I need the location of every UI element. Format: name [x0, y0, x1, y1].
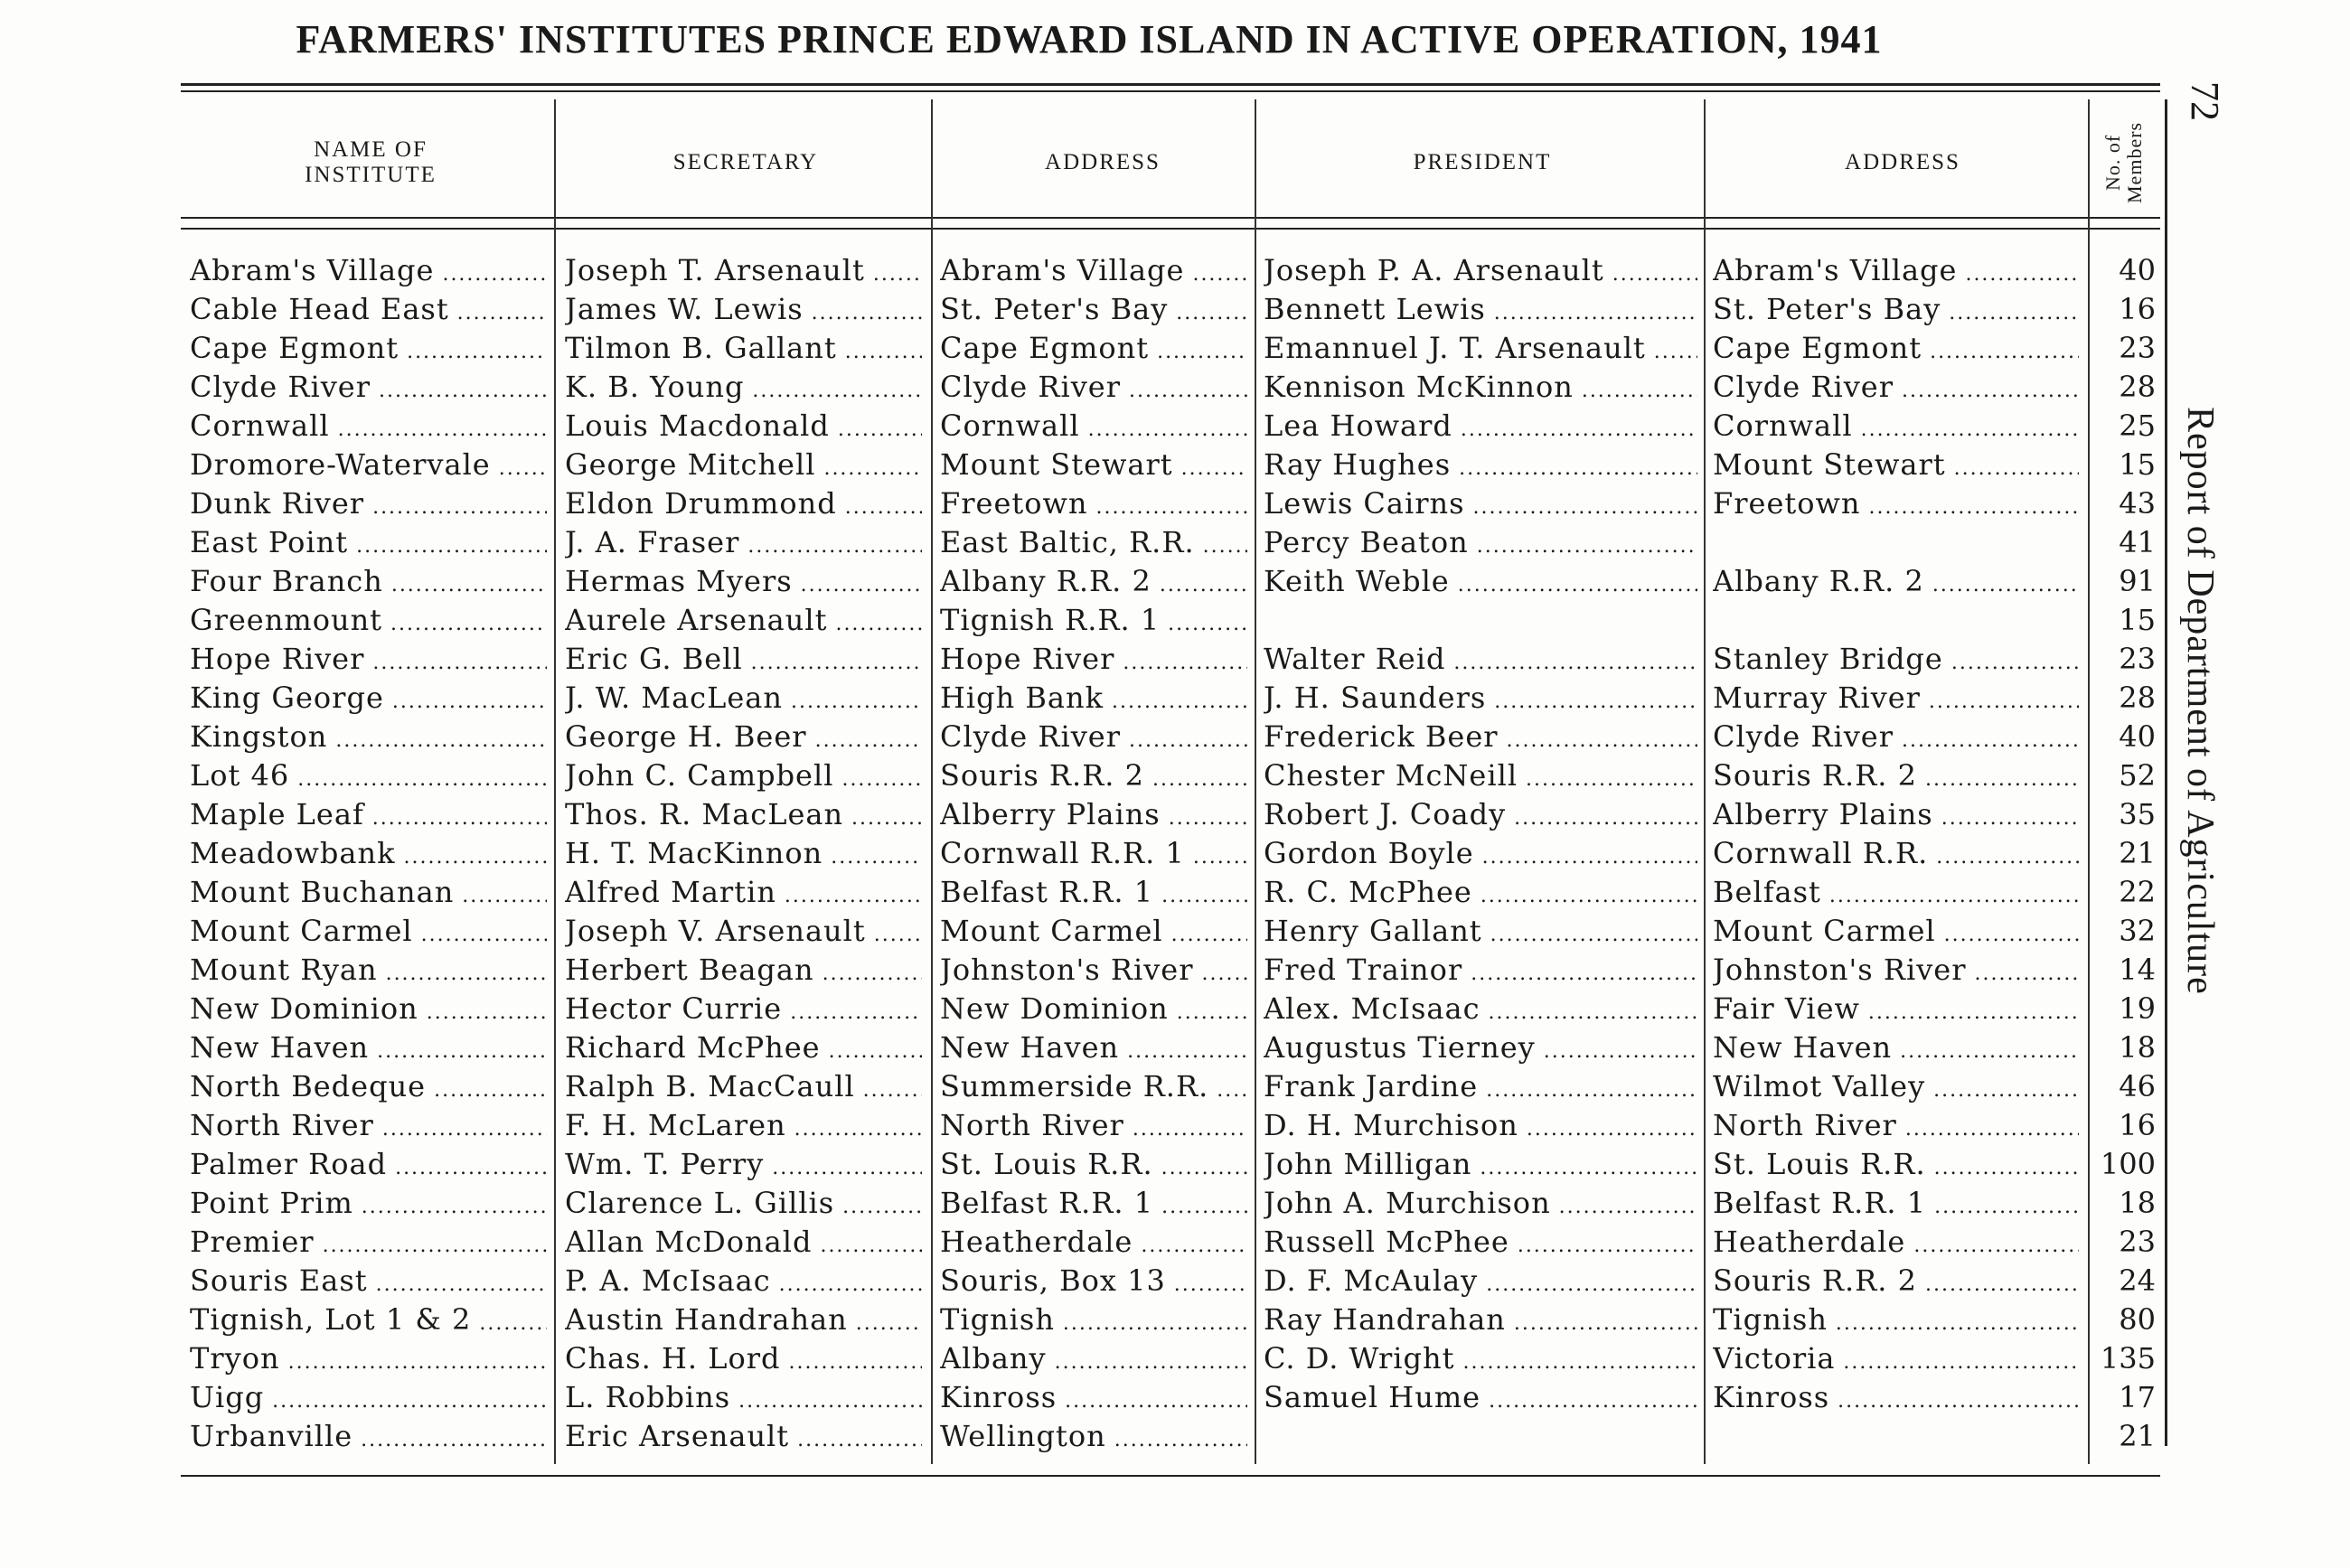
- members-cell: 25: [2119, 408, 2156, 443]
- institute-cell: Point Prim .....: [190, 1184, 547, 1223]
- table-row: [0, 446, 2169, 484]
- president-cell: Gordon Boyle .....: [1264, 834, 1697, 873]
- members-cell: 91: [2119, 564, 2156, 598]
- institute-cell: Four Branch .....: [190, 562, 547, 601]
- secretary-address-cell: Souris R.R. 2 .....: [940, 756, 1247, 795]
- table-row: [0, 1300, 2169, 1339]
- president-cell: Chester McNeill .....: [1264, 756, 1697, 795]
- president-cell: Kennison McKinnon .....: [1264, 368, 1697, 407]
- table-row: [0, 1145, 2169, 1184]
- members-cell: 135: [2100, 1341, 2156, 1376]
- secretary-address-cell: Alberry Plains .....: [940, 795, 1247, 834]
- secretary-address-cell: East Baltic, R.R. .....: [940, 523, 1247, 562]
- secretary-address-cell: Clyde River .....: [940, 368, 1247, 407]
- members-cell: 35: [2119, 797, 2156, 831]
- institute-cell: North Bedeque .....: [190, 1067, 547, 1106]
- president-address-cell: North River .....: [1713, 1106, 2079, 1145]
- table-row: [0, 1378, 2169, 1417]
- institute-cell: Hope River .....: [190, 640, 547, 679]
- header-pres-address: ADDRESS: [1845, 150, 1960, 174]
- president-address-cell: Victoria .....: [1713, 1339, 2079, 1378]
- president-address-cell: [1713, 1417, 2079, 1456]
- secretary-address-cell: New Haven .....: [940, 1028, 1247, 1067]
- president-cell: Robert J. Coady .....: [1264, 795, 1697, 834]
- members-cell: 18: [2119, 1186, 2156, 1220]
- institute-cell: Meadowbank .....: [190, 834, 547, 873]
- members-cell: 15: [2119, 447, 2156, 482]
- secretary-cell: Chas. H. Lord .....: [565, 1339, 922, 1378]
- members-cell: 32: [2119, 914, 2156, 948]
- table-row: [0, 251, 2169, 290]
- header-rule: [181, 217, 2160, 219]
- secretary-address-cell: St. Peter's Bay .....: [940, 290, 1247, 329]
- secretary-address-cell: Wellington .....: [940, 1417, 1247, 1456]
- president-cell: [1264, 601, 1697, 640]
- members-cell: 22: [2119, 875, 2156, 909]
- president-address-cell: Johnston's River .....: [1713, 951, 2079, 990]
- secretary-address-cell: Kinross .....: [940, 1378, 1247, 1417]
- secretary-address-cell: Abram's Village .....: [940, 251, 1247, 290]
- institute-cell: Clyde River .....: [190, 368, 547, 407]
- members-cell: 100: [2100, 1147, 2156, 1181]
- president-cell: Percy Beaton .....: [1264, 523, 1697, 562]
- president-address-cell: Tignish .....: [1713, 1300, 2079, 1339]
- top-rule: [181, 83, 2160, 86]
- president-cell: Joseph P. A. Arsenault .....: [1264, 251, 1697, 290]
- president-cell: D. F. McAulay .....: [1264, 1262, 1697, 1300]
- secretary-cell: James W. Lewis .....: [565, 290, 922, 329]
- secretary-cell: J. W. MacLean .....: [565, 679, 922, 718]
- institute-cell: Abram's Village .....: [190, 251, 547, 290]
- members-cell: 21: [2119, 836, 2156, 870]
- page-title: FARMERS' INSTITUTES PRINCE EDWARD ISLAND IN ACTIVE OPERATION, 1941: [296, 17, 1883, 61]
- secretary-address-cell: Mount Carmel .....: [940, 912, 1247, 951]
- president-address-cell: St. Peter's Bay .....: [1713, 290, 2079, 329]
- president-address-cell: Souris R.R. 2 .....: [1713, 756, 2079, 795]
- header-president: PRESIDENT: [1413, 150, 1552, 174]
- institute-cell: New Dominion .....: [190, 990, 547, 1028]
- secretary-address-cell: Heatherdale .....: [940, 1223, 1247, 1262]
- members-cell: 52: [2119, 758, 2156, 793]
- table-row: [0, 601, 2169, 640]
- table-row: [0, 679, 2169, 718]
- secretary-cell: Joseph V. Arsenault .....: [565, 912, 922, 951]
- table-row: [0, 1262, 2169, 1300]
- secretary-cell: George Mitchell .....: [565, 446, 922, 484]
- president-address-cell: Belfast R.R. 1 .....: [1713, 1184, 2079, 1223]
- president-address-cell: Cornwall R.R. .....: [1713, 834, 2079, 873]
- members-cell: 80: [2119, 1302, 2156, 1337]
- president-cell: John A. Murchison .....: [1264, 1184, 1697, 1223]
- president-cell: Frederick Beer .....: [1264, 718, 1697, 756]
- secretary-cell: Aurele Arsenault .....: [565, 601, 922, 640]
- institute-cell: Souris East .....: [190, 1262, 547, 1300]
- president-address-cell: Clyde River .....: [1713, 368, 2079, 407]
- header-secretary: SECRETARY: [672, 150, 819, 174]
- secretary-address-cell: Souris, Box 13 .....: [940, 1262, 1247, 1300]
- institute-cell: Mount Buchanan .....: [190, 873, 547, 912]
- institute-cell: Uigg .....: [190, 1378, 547, 1417]
- president-cell: Augustus Tierney .....: [1264, 1028, 1697, 1067]
- president-address-cell: Heatherdale .....: [1713, 1223, 2079, 1262]
- secretary-address-cell: Tignish .....: [940, 1300, 1247, 1339]
- president-cell: Ray Handrahan .....: [1264, 1300, 1697, 1339]
- secretary-cell: H. T. MacKinnon .....: [565, 834, 922, 873]
- header-rule-2: [181, 228, 2160, 230]
- president-cell: R. C. McPhee .....: [1264, 873, 1697, 912]
- president-address-cell: Kinross .....: [1713, 1378, 2079, 1417]
- table-row: [0, 562, 2169, 601]
- institute-cell: King George .....: [190, 679, 547, 718]
- secretary-cell: K. B. Young .....: [565, 368, 922, 407]
- secretary-cell: P. A. McIsaac .....: [565, 1262, 922, 1300]
- table-row: [0, 873, 2169, 912]
- secretary-cell: Hector Currie .....: [565, 990, 922, 1028]
- table-row: [0, 1184, 2169, 1223]
- secretary-address-cell: Albany .....: [940, 1339, 1247, 1378]
- secretary-cell: Wm. T. Perry .....: [565, 1145, 922, 1184]
- table-row: [0, 1067, 2169, 1106]
- secretary-cell: Ralph B. MacCaull .....: [565, 1067, 922, 1106]
- members-cell: 23: [2119, 1225, 2156, 1259]
- president-address-cell: New Haven .....: [1713, 1028, 2079, 1067]
- table-row: [0, 951, 2169, 990]
- president-cell: John Milligan .....: [1264, 1145, 1697, 1184]
- president-address-cell: Cape Egmont .....: [1713, 329, 2079, 368]
- members-cell: 28: [2119, 370, 2156, 404]
- secretary-address-cell: Summerside R.R. .....: [940, 1067, 1247, 1106]
- secretary-cell: John C. Campbell .....: [565, 756, 922, 795]
- secretary-cell: Clarence L. Gillis .....: [565, 1184, 922, 1223]
- secretary-cell: Louis Macdonald .....: [565, 407, 922, 446]
- secretary-address-cell: New Dominion .....: [940, 990, 1247, 1028]
- president-cell: D. H. Murchison .....: [1264, 1106, 1697, 1145]
- president-cell: Ray Hughes .....: [1264, 446, 1697, 484]
- institute-cell: Maple Leaf .....: [190, 795, 547, 834]
- institute-cell: Palmer Road .....: [190, 1145, 547, 1184]
- header-members: No. of Members: [2101, 121, 2146, 204]
- institute-cell: Tryon .....: [190, 1339, 547, 1378]
- table-row: [0, 990, 2169, 1028]
- members-cell: 17: [2119, 1380, 2156, 1414]
- president-address-cell: Cornwall .....: [1713, 407, 2079, 446]
- secretary-cell: F. H. McLaren .....: [565, 1106, 922, 1145]
- members-cell: 23: [2119, 331, 2156, 365]
- members-cell: 14: [2119, 953, 2156, 987]
- institute-cell: New Haven .....: [190, 1028, 547, 1067]
- members-cell: 40: [2119, 719, 2156, 754]
- president-address-cell: Clyde River .....: [1713, 718, 2079, 756]
- president-cell: Russell McPhee .....: [1264, 1223, 1697, 1262]
- secretary-address-cell: Belfast R.R. 1 .....: [940, 873, 1247, 912]
- secretary-address-cell: Belfast R.R. 1 .....: [940, 1184, 1247, 1223]
- president-cell: Lewis Cairns .....: [1264, 484, 1697, 523]
- secretary-cell: Allan McDonald .....: [565, 1223, 922, 1262]
- institute-cell: North River .....: [190, 1106, 547, 1145]
- running-head: Report of Department of Agriculture: [2179, 407, 2221, 995]
- president-cell: Henry Gallant .....: [1264, 912, 1697, 951]
- institute-cell: Dromore-Watervale .....: [190, 446, 547, 484]
- table-row: [0, 1417, 2169, 1456]
- members-cell: 16: [2119, 1108, 2156, 1142]
- secretary-cell: Eldon Drummond .....: [565, 484, 922, 523]
- institute-cell: Cable Head East .....: [190, 290, 547, 329]
- table-row: [0, 1106, 2169, 1145]
- secretary-cell: L. Robbins .....: [565, 1378, 922, 1417]
- president-address-cell: Stanley Bridge .....: [1713, 640, 2079, 679]
- table-row: [0, 912, 2169, 951]
- secretary-cell: Thos. R. MacLean .....: [565, 795, 922, 834]
- president-cell: Lea Howard .....: [1264, 407, 1697, 446]
- members-cell: 43: [2119, 486, 2156, 521]
- institute-cell: Mount Ryan .....: [190, 951, 547, 990]
- president-cell: J. H. Saunders .....: [1264, 679, 1697, 718]
- institute-cell: East Point .....: [190, 523, 547, 562]
- president-address-cell: St. Louis R.R. .....: [1713, 1145, 2079, 1184]
- president-cell: Fred Trainor .....: [1264, 951, 1697, 990]
- institute-cell: Cornwall .....: [190, 407, 547, 446]
- president-address-cell: Albany R.R. 2 .....: [1713, 562, 2079, 601]
- header-institute: NAME OF INSTITUTE: [305, 137, 437, 187]
- president-address-cell: Abram's Village .....: [1713, 251, 2079, 290]
- president-address-cell: Wilmot Valley .....: [1713, 1067, 2079, 1106]
- institute-cell: Tignish, Lot 1 & 2 .....: [190, 1300, 547, 1339]
- table-row: [0, 834, 2169, 873]
- secretary-address-cell: Cornwall R.R. 1 .....: [940, 834, 1247, 873]
- table-row: [0, 329, 2169, 368]
- secretary-cell: Eric G. Bell .....: [565, 640, 922, 679]
- secretary-address-cell: Freetown .....: [940, 484, 1247, 523]
- table-row: [0, 407, 2169, 446]
- secretary-address-cell: North River .....: [940, 1106, 1247, 1145]
- table-row: [0, 795, 2169, 834]
- institute-cell: Greenmount .....: [190, 601, 547, 640]
- table-row: [0, 1339, 2169, 1378]
- table-row: [0, 368, 2169, 407]
- table-row: [0, 718, 2169, 756]
- president-address-cell: Belfast .....: [1713, 873, 2079, 912]
- president-address-cell: Freetown .....: [1713, 484, 2079, 523]
- table-row: [0, 640, 2169, 679]
- secretary-cell: George H. Beer .....: [565, 718, 922, 756]
- president-cell: Keith Weble .....: [1264, 562, 1697, 601]
- members-cell: 21: [2119, 1419, 2156, 1453]
- president-cell: [1264, 1417, 1697, 1456]
- table-row: [0, 756, 2169, 795]
- table-row: [0, 1028, 2169, 1067]
- institute-cell: Mount Carmel .....: [190, 912, 547, 951]
- secretary-address-cell: Johnston's River .....: [940, 951, 1247, 990]
- president-cell: Frank Jardine .....: [1264, 1067, 1697, 1106]
- secretary-cell: Austin Handrahan .....: [565, 1300, 922, 1339]
- institute-cell: Kingston .....: [190, 718, 547, 756]
- secretary-address-cell: Hope River .....: [940, 640, 1247, 679]
- president-cell: Emannuel J. T. Arsenault .....: [1264, 329, 1697, 368]
- president-address-cell: Mount Carmel .....: [1713, 912, 2079, 951]
- institute-cell: Premier .....: [190, 1223, 547, 1262]
- secretary-address-cell: Albany R.R. 2 .....: [940, 562, 1247, 601]
- secretary-address-cell: High Bank .....: [940, 679, 1247, 718]
- members-cell: 24: [2119, 1263, 2156, 1298]
- members-cell: 18: [2119, 1030, 2156, 1065]
- secretary-cell: Hermas Myers .....: [565, 562, 922, 601]
- table-row: [0, 1223, 2169, 1262]
- secretary-address-cell: St. Louis R.R. .....: [940, 1145, 1247, 1184]
- president-address-cell: Souris R.R. 2 .....: [1713, 1262, 2079, 1300]
- secretary-cell: Herbert Beagan .....: [565, 951, 922, 990]
- president-cell: Walter Reid .....: [1264, 640, 1697, 679]
- institute-cell: Cape Egmont .....: [190, 329, 547, 368]
- table-row: [0, 523, 2169, 562]
- secretary-address-cell: Cape Egmont .....: [940, 329, 1247, 368]
- secretary-cell: Richard McPhee .....: [565, 1028, 922, 1067]
- president-cell: Alex. McIsaac .....: [1264, 990, 1697, 1028]
- table-row: [0, 290, 2169, 329]
- members-cell: 19: [2119, 991, 2156, 1026]
- secretary-address-cell: Cornwall .....: [940, 407, 1247, 446]
- secretary-address-cell: Tignish R.R. 1 .....: [940, 601, 1247, 640]
- top-rule-thin: [181, 90, 2160, 92]
- secretary-address-cell: Clyde River .....: [940, 718, 1247, 756]
- institute-cell: Lot 46 .....: [190, 756, 547, 795]
- president-address-cell: Murray River .....: [1713, 679, 2079, 718]
- secretary-cell: Joseph T. Arsenault .....: [565, 251, 922, 290]
- page-number: 72: [2183, 81, 2227, 121]
- members-cell: 46: [2119, 1069, 2156, 1103]
- secretary-address-cell: Mount Stewart .....: [940, 446, 1247, 484]
- secretary-cell: Eric Arsenault .....: [565, 1417, 922, 1456]
- president-address-cell: Mount Stewart .....: [1713, 446, 2079, 484]
- institute-cell: Urbanville .....: [190, 1417, 547, 1456]
- secretary-cell: J. A. Fraser .....: [565, 523, 922, 562]
- table-row: [0, 484, 2169, 523]
- president-address-cell: Alberry Plains .....: [1713, 795, 2079, 834]
- secretary-cell: Alfred Martin .....: [565, 873, 922, 912]
- institute-cell: Dunk River .....: [190, 484, 547, 523]
- members-cell: 41: [2119, 525, 2156, 559]
- members-cell: 40: [2119, 253, 2156, 287]
- secretary-cell: Tilmon B. Gallant .....: [565, 329, 922, 368]
- members-cell: 23: [2119, 642, 2156, 676]
- president-address-cell: [1713, 601, 2079, 640]
- president-address-cell: Fair View .....: [1713, 990, 2079, 1028]
- members-cell: 28: [2119, 681, 2156, 715]
- president-cell: Bennett Lewis .....: [1264, 290, 1697, 329]
- president-cell: C. D. Wright .....: [1264, 1339, 1697, 1378]
- members-cell: 16: [2119, 292, 2156, 326]
- president-address-cell: [1713, 523, 2079, 562]
- members-cell: 15: [2119, 603, 2156, 637]
- president-cell: Samuel Hume .....: [1264, 1378, 1697, 1417]
- bottom-rule: [181, 1475, 2160, 1477]
- header-sec-address: ADDRESS: [1045, 150, 1161, 174]
